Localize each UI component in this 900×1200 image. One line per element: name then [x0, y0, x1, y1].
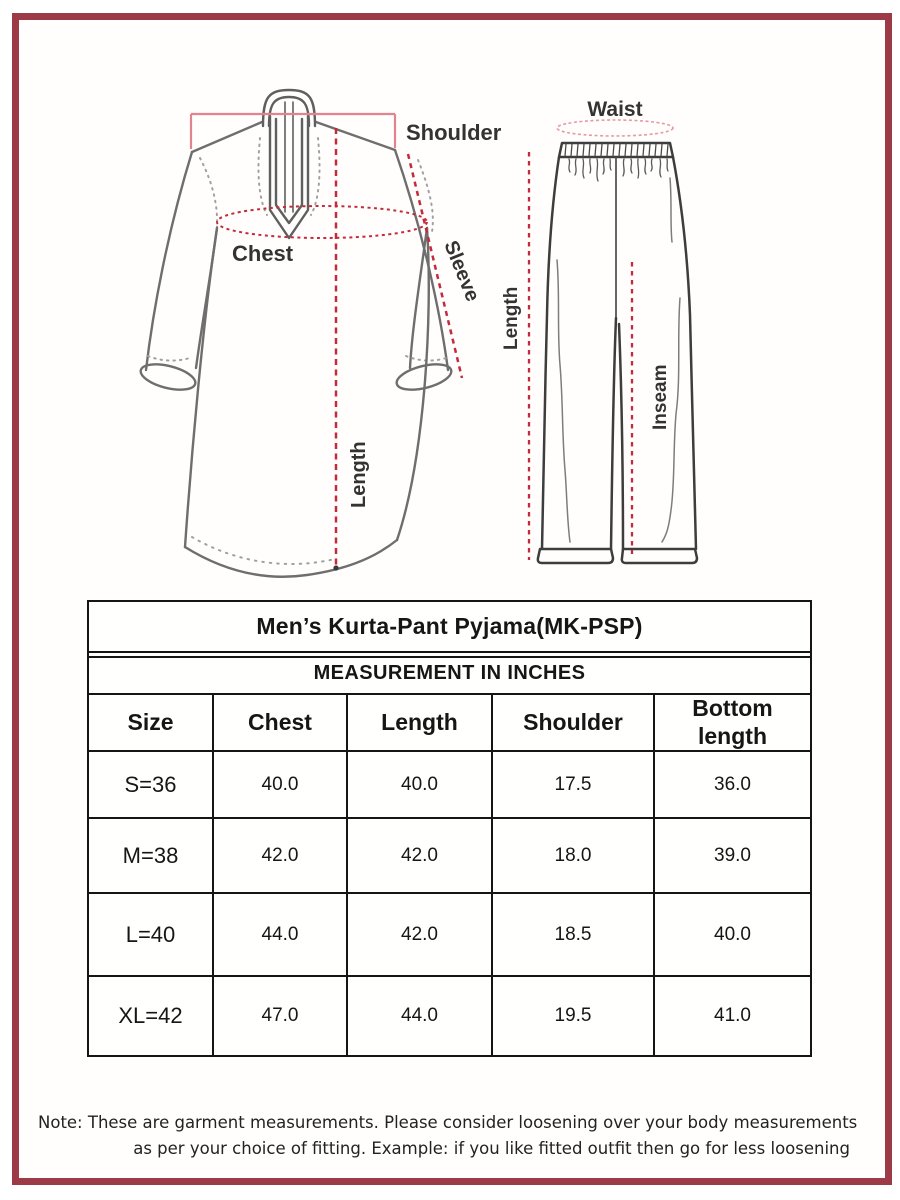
col-header-bottom-length: Bottom length	[654, 694, 811, 751]
size-cell: L=40	[88, 893, 213, 976]
note-line-1: Note: These are garment measurements. Please consider loosening over your body measurements	[38, 1113, 858, 1132]
table-header-row	[88, 694, 811, 751]
table-subtitle: MEASUREMENT IN INCHES	[88, 652, 811, 694]
col-header-length: Length	[347, 694, 492, 751]
table-row	[88, 893, 811, 976]
table-title-row	[88, 601, 811, 652]
size-cell: M=38	[88, 818, 213, 893]
shoulder-cell: 18.5	[492, 893, 654, 976]
pyjama-inseam-label: Inseam	[650, 364, 671, 430]
size-chart-table	[87, 600, 812, 1057]
bottom-length-cell: 36.0	[654, 751, 811, 818]
chest-cell: 40.0	[213, 751, 347, 818]
chest-cell: 44.0	[213, 893, 347, 976]
kurta-sleeve-label: Sleeve	[439, 237, 484, 305]
shoulder-cell: 17.5	[492, 751, 654, 818]
size-cell: S=36	[88, 751, 213, 818]
pyjama-sketch	[538, 143, 697, 563]
table-row	[88, 818, 811, 893]
pyjama-waist-label: Waist	[587, 98, 643, 121]
garment-diagram	[20, 60, 880, 595]
col-header-size: Size	[88, 694, 213, 751]
table-row	[88, 751, 811, 818]
kurta-measure-lines	[191, 114, 462, 571]
length-cell: 40.0	[347, 751, 492, 818]
col-header-shoulder: Shoulder	[492, 694, 654, 751]
shoulder-cell: 19.5	[492, 976, 654, 1056]
shoulder-cell: 18.0	[492, 818, 654, 893]
pyjama-measure-lines	[529, 120, 673, 560]
bottom-length-cell: 39.0	[654, 818, 811, 893]
bottom-length-cell: 41.0	[654, 976, 811, 1056]
kurta-length-label: Length	[348, 441, 370, 508]
table-row	[88, 976, 811, 1056]
kurta-shoulder-label: Shoulder	[406, 120, 502, 145]
bottom-length-cell: 40.0	[654, 893, 811, 976]
size-cell: XL=42	[88, 976, 213, 1056]
note-line-2: as per your choice of fitting. Example: if you like fitted outfit then go for less loosening	[133, 1139, 850, 1158]
length-cell: 42.0	[347, 818, 492, 893]
length-cell: 42.0	[347, 893, 492, 976]
measurement-note	[38, 1110, 858, 1162]
length-cell: 44.0	[347, 976, 492, 1056]
table-title: Men’s Kurta-Pant Pyjama(MK-PSP)	[88, 601, 811, 652]
table-subtitle-row	[88, 652, 811, 694]
pyjama-length-label: Length	[501, 286, 522, 350]
kurta-sketch	[138, 90, 454, 577]
kurta-chest-label: Chest	[232, 241, 294, 266]
chest-cell: 42.0	[213, 818, 347, 893]
col-header-chest: Chest	[213, 694, 347, 751]
chest-cell: 47.0	[213, 976, 347, 1056]
